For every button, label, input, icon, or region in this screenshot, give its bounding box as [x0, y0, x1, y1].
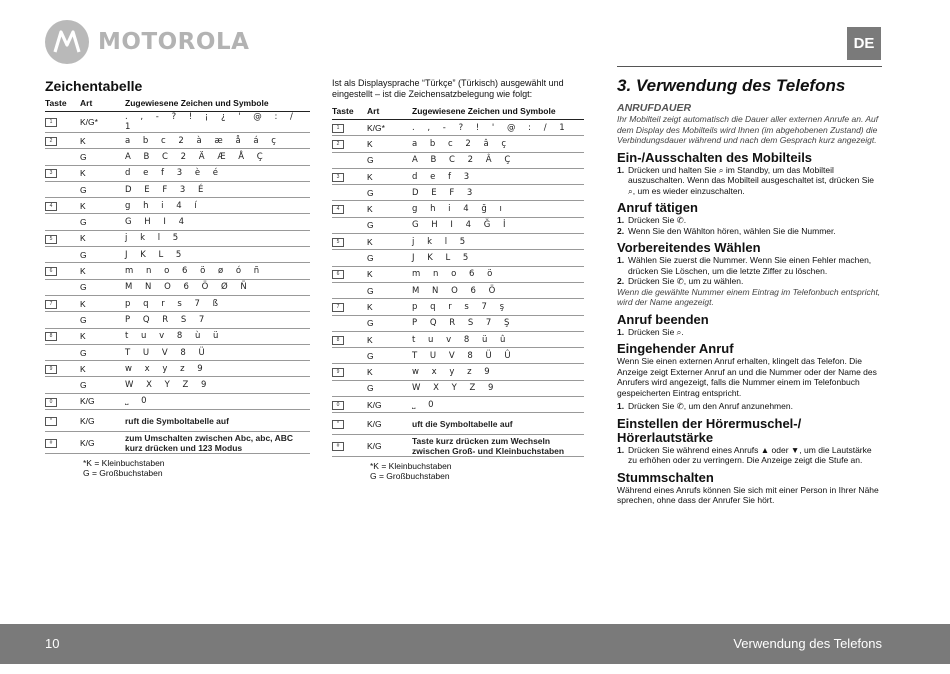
- table-row: [332, 397, 584, 413]
- chars-cell: j k l 5: [125, 230, 310, 246]
- key-cell: [45, 393, 80, 409]
- key-cell: [45, 149, 80, 165]
- chars-cell: A B C 2 Ä Æ Å Ç: [125, 149, 310, 165]
- type-cell: K: [367, 299, 412, 315]
- type-cell: G: [80, 181, 125, 197]
- list-item: 1. Drücken und halten Sie ⌕ im Standby, um das Mobilteil auszuschalten. Wenn das Mobilteil ausgeschaltet ist, drücken Sie ⌕, um es wieder einzuschalten.: [617, 165, 882, 197]
- key-cell: [332, 201, 367, 217]
- key-cell: [332, 282, 367, 298]
- volume-title-line-1: Einstellen der Hörermuschel-/: [617, 415, 802, 431]
- motorola-logo-icon: [45, 20, 89, 64]
- type-cell: K: [367, 234, 412, 250]
- type-cell: G: [367, 250, 412, 266]
- table-row: [45, 181, 310, 197]
- key-icon: 6: [332, 270, 344, 279]
- type-cell: K/G*: [80, 112, 125, 133]
- chars-cell: J K L 5: [412, 250, 584, 266]
- table-row: [332, 185, 584, 201]
- table-row: [45, 344, 310, 360]
- key-icon: 3: [45, 169, 57, 178]
- table-row: [332, 120, 584, 136]
- make-call-step-1: Drücken Sie ✆.: [628, 215, 687, 225]
- predial-title: Vorbereitendes Wählen: [617, 240, 761, 255]
- key-cell: [45, 181, 80, 197]
- incoming-call-title: Eingehender Anruf: [617, 341, 734, 356]
- key-cell: [332, 250, 367, 266]
- character-table: [45, 96, 310, 454]
- table-row: [332, 217, 584, 233]
- key-cell: [332, 185, 367, 201]
- key-icon: 5: [45, 235, 57, 244]
- key-icon: 0: [45, 398, 57, 407]
- predial-note: Wenn die gewählte Nummer einem Eintrag im Telefonbuch entspricht, wird der Name angezeigt.: [617, 286, 881, 307]
- volume-title: [617, 417, 882, 445]
- list-item: 1. Drücken Sie ⌕.: [617, 326, 684, 337]
- table-row: [45, 165, 310, 181]
- table-row: [332, 299, 584, 315]
- make-call-step-2: Wenn Sie den Wählton hören, wählen Sie die Nummer.: [628, 225, 836, 236]
- predial-step-2: Drücken Sie ✆, um zu wählen.: [628, 276, 744, 286]
- key-cell: [332, 266, 367, 282]
- chars-cell: W X Y Z 9: [412, 380, 584, 396]
- table-row: [332, 201, 584, 217]
- type-cell: G: [80, 214, 125, 230]
- end-call-title: Anruf beenden: [617, 311, 709, 327]
- type-cell: K: [367, 201, 412, 217]
- table-row: [45, 214, 310, 230]
- key-icon: 9: [332, 368, 344, 377]
- column-header-chars: Zugewiesene Zeichen und Symbole: [125, 96, 310, 112]
- mute-title: Stummschalten: [617, 469, 714, 485]
- key-icon: 6: [45, 267, 57, 276]
- list-item: 2. Wenn Sie den Wählton hören, wählen Sie die Nummer.: [617, 225, 836, 236]
- key-icon: 7: [45, 300, 57, 309]
- page-footer: [0, 624, 950, 664]
- type-cell: K/G: [367, 397, 412, 413]
- type-cell: K/G: [80, 410, 125, 432]
- type-cell: K: [80, 328, 125, 344]
- table-row: [45, 230, 310, 246]
- turkish-intro: Ist als Displaysprache “Türkçe” (Türkisch) ausgewählt und eingestellt – ist die Zeichensatzbelegung wie folgt:: [332, 78, 564, 99]
- key-icon: 1: [332, 124, 344, 133]
- chars-cell: ⎵ 0: [125, 393, 310, 409]
- key-cell: [332, 364, 367, 380]
- type-cell: K: [367, 364, 412, 380]
- call-duration-text: Ihr Mobilteil zeigt automatisch die Dauer aller externen Anrufe an. Auf dem Display des Mobilteils wird Ihnen (im abgehobenen Zustand) die Verbindungsdauer während und nach dem Gesprach kurz angezeigt.: [617, 114, 879, 145]
- chars-cell: M N O 6 Ö: [412, 282, 584, 298]
- key-cell: [45, 279, 80, 295]
- type-cell: G: [80, 149, 125, 165]
- chars-cell: P Q R S 7 Ş: [412, 315, 584, 331]
- key-cell: [45, 112, 80, 133]
- key-icon: 9: [45, 365, 57, 374]
- key-icon: *: [45, 417, 57, 426]
- character-table-title: Zeichentabelle: [45, 78, 143, 94]
- type-cell: G: [80, 344, 125, 360]
- type-cell: G: [80, 247, 125, 263]
- table-row: [45, 133, 310, 149]
- power-title: Ein-/Ausschalten des Mobilteils: [617, 149, 813, 165]
- chars-cell: m n o 6 ö ø ó ñ: [125, 263, 310, 279]
- table-row: [45, 361, 310, 377]
- type-cell: K: [80, 295, 125, 311]
- section-title: 3. Verwendung des Telefons: [617, 76, 846, 95]
- table-row: [45, 279, 310, 295]
- table-row: [332, 331, 584, 347]
- chars-cell: j k l 5: [412, 234, 584, 250]
- key-cell: [332, 331, 367, 347]
- chars-cell: . , - ? ! ' @ : / 1: [412, 120, 584, 136]
- table-row: [332, 348, 584, 364]
- incoming-call-text: Wenn Sie einen externen Anruf erhalten, klingelt das Telefon. Die Anzeige zeigt Externer Anruf an und die Nummer oder der Name des Anrufers wird angezeigt, falls die Nummer einem im Telefonbuch gespeicherten Eintrag entspricht.: [617, 356, 877, 398]
- chars-cell: T U V 8 Ü Û: [412, 348, 584, 364]
- key-icon: 8: [45, 332, 57, 341]
- key-icon: 5: [332, 238, 344, 247]
- type-cell: K: [80, 361, 125, 377]
- chars-cell: G H I 4: [125, 214, 310, 230]
- table-row: [45, 295, 310, 311]
- key-icon: 2: [332, 140, 344, 149]
- header-divider: [617, 66, 882, 67]
- type-cell: K: [367, 331, 412, 347]
- type-cell: G: [367, 185, 412, 201]
- column-header-key: Taste: [45, 96, 80, 112]
- key-cell: [45, 361, 80, 377]
- type-cell: K: [80, 263, 125, 279]
- column-header-key: Taste: [332, 104, 367, 120]
- footnote-uppercase: G = Großbuchstaben: [83, 468, 163, 479]
- table-row: [332, 413, 584, 435]
- table-row: [45, 393, 310, 409]
- type-cell: K/G: [367, 435, 412, 457]
- type-cell: K: [367, 168, 412, 184]
- column-header-type: Art: [367, 104, 412, 120]
- volume-title-line-2: Hörerlautstärke: [617, 429, 714, 445]
- table-footnote: [332, 461, 584, 481]
- chars-cell: a b c 2 â ç: [412, 136, 584, 152]
- power-step-1: Drücken und halten Sie ⌕ im Standby, um das Mobilteil auszuschalten. Wenn das Mobilteil ausgeschaltet ist, drücken Sie ⌕, um es wieder einzuschalten.: [628, 164, 875, 196]
- list-item: 1. Drücken Sie ✆, um den Anruf anzunehmen.: [617, 401, 793, 411]
- predial-step-1: Wählen Sie zuerst die Nummer. Wenn Sie einen Fehler machen, drücken Sie Löschen, um die letzte Ziffer zu löschen.: [628, 255, 872, 276]
- key-cell: [45, 198, 80, 214]
- chars-cell: J K L 5: [125, 247, 310, 263]
- type-cell: K: [367, 136, 412, 152]
- key-cell: [332, 234, 367, 250]
- end-call-step-1: Drücken Sie ⌕.: [628, 326, 684, 337]
- key-cell: [45, 432, 80, 454]
- type-cell: G: [367, 282, 412, 298]
- chars-cell: d e f 3 è é: [125, 165, 310, 181]
- footnote-lowercase: *K = Kleinbuchstaben: [83, 458, 165, 469]
- table-row: [332, 266, 584, 282]
- key-cell: [45, 133, 80, 149]
- type-cell: K: [367, 266, 412, 282]
- type-cell: G: [367, 217, 412, 233]
- table-row: [332, 152, 584, 168]
- type-cell: K: [80, 198, 125, 214]
- key-cell: [332, 120, 367, 136]
- type-cell: K: [80, 165, 125, 181]
- using-phone-section: [617, 76, 882, 506]
- key-icon: #: [332, 442, 344, 451]
- list-item: 1. Wählen Sie zuerst die Nummer. Wenn Sie einen Fehler machen, drücken Sie Löschen, um die letzte Ziffer zu löschen.: [617, 255, 882, 276]
- page-header: [0, 0, 950, 74]
- key-cell: [45, 165, 80, 181]
- type-cell: K/G: [80, 393, 125, 409]
- type-cell: G: [80, 279, 125, 295]
- table-row: [45, 263, 310, 279]
- type-cell: K: [80, 133, 125, 149]
- table-row: [332, 435, 584, 457]
- chars-cell: P Q R S 7: [125, 312, 310, 328]
- key-cell: [332, 217, 367, 233]
- key-cell: [332, 299, 367, 315]
- type-cell: G: [367, 152, 412, 168]
- key-icon: *: [332, 420, 344, 429]
- chars-cell: p q r s 7 ß: [125, 295, 310, 311]
- table-row: [45, 149, 310, 165]
- key-icon: 7: [332, 303, 344, 312]
- type-cell: K: [80, 230, 125, 246]
- chars-cell: A B C 2 Â Ç: [412, 152, 584, 168]
- key-icon: 1: [45, 118, 57, 127]
- table-row: [332, 136, 584, 152]
- chars-cell: w x y z 9: [412, 364, 584, 380]
- chars-cell: uft die Symboltabelle auf: [412, 413, 584, 435]
- table-row: [45, 432, 310, 454]
- chars-cell: D E F 3: [412, 185, 584, 201]
- list-item: 2. Drücken Sie ✆, um zu wählen.: [617, 276, 744, 286]
- mute-text: Während eines Anrufs können Sie sich mit einer Person in Ihrer Nähe sprechen, ohne dass der Anrufer Sie hört.: [617, 484, 879, 505]
- key-icon: #: [45, 439, 57, 448]
- table-row: [45, 377, 310, 393]
- table-footnote: [45, 458, 310, 478]
- table-row: [332, 364, 584, 380]
- table-row: [45, 112, 310, 133]
- key-cell: [332, 152, 367, 168]
- chars-cell: T U V 8 Ü: [125, 344, 310, 360]
- key-cell: [332, 435, 367, 457]
- column-header-type: Art: [80, 96, 125, 112]
- key-cell: [332, 168, 367, 184]
- chars-cell: G H I 4 Ğ İ: [412, 217, 584, 233]
- character-table-section: [45, 78, 310, 478]
- key-cell: [45, 263, 80, 279]
- key-cell: [332, 315, 367, 331]
- table-row: [332, 168, 584, 184]
- table-row: [45, 328, 310, 344]
- key-cell: [45, 214, 80, 230]
- table-row: [332, 250, 584, 266]
- table-row: [45, 410, 310, 432]
- list-item: 1. Drücken Sie während eines Anrufs ▲ oder ▼, um die Lautstärke zu erhöhen oder zu verringern. Die Anzeige zeigt die Stufe an.: [617, 445, 882, 466]
- key-cell: [45, 328, 80, 344]
- table-row: [45, 198, 310, 214]
- key-cell: [45, 377, 80, 393]
- footnote-uppercase: G = Großbuchstaben: [370, 471, 450, 482]
- call-duration-title: ANRUFDAUER: [617, 102, 692, 114]
- chars-cell: g h i 4 í: [125, 198, 310, 214]
- chars-cell: ⎵ 0: [412, 397, 584, 413]
- chars-cell: zum Umschalten zwischen Abc, abc, ABC kurz drücken und 123 Modus: [125, 432, 310, 454]
- key-cell: [45, 247, 80, 263]
- chars-cell: ruft die Symboltabelle auf: [125, 410, 310, 432]
- footnote-lowercase: *K = Kleinbuchstaben: [370, 461, 452, 472]
- type-cell: K/G*: [367, 120, 412, 136]
- key-icon: 4: [45, 202, 57, 211]
- key-cell: [332, 348, 367, 364]
- chars-cell: p q r s 7 ş: [412, 299, 584, 315]
- chars-cell: g h i 4 ğ ı: [412, 201, 584, 217]
- turkish-character-table: [332, 104, 584, 457]
- footer-title: Verwendung des Telefons: [733, 636, 882, 651]
- volume-step-1: Drücken Sie während eines Anrufs ▲ oder ▼, um die Lautstärke zu erhöhen oder zu verringern. Die Anzeige zeigt die Stufe an.: [628, 444, 872, 465]
- key-cell: [45, 230, 80, 246]
- table-row: [332, 315, 584, 331]
- language-badge: DE: [847, 27, 881, 60]
- chars-cell: d e f 3: [412, 168, 584, 184]
- table-row: [332, 282, 584, 298]
- list-item: 1. Drücken Sie ✆.: [617, 215, 687, 225]
- key-cell: [45, 312, 80, 328]
- incoming-call-step-1: Drücken Sie ✆, um den Anruf anzunehmen.: [628, 401, 793, 411]
- key-icon: 3: [332, 173, 344, 182]
- turkish-table-body: [332, 120, 584, 457]
- chars-cell: . , - ? ! ¡ ¿ ' @ : / 1: [125, 112, 310, 133]
- type-cell: G: [367, 348, 412, 364]
- key-cell: [45, 344, 80, 360]
- type-cell: K/G: [367, 413, 412, 435]
- type-cell: G: [80, 312, 125, 328]
- table-row: [332, 234, 584, 250]
- brand-name: MOTOROLA: [98, 29, 250, 55]
- column-header-chars: Zugewiesene Zeichen und Symbole: [412, 104, 584, 120]
- key-cell: [332, 136, 367, 152]
- key-icon: 8: [332, 336, 344, 345]
- key-icon: 2: [45, 137, 57, 146]
- chars-cell: a b c 2 à æ å á ç: [125, 133, 310, 149]
- type-cell: G: [80, 377, 125, 393]
- chars-cell: D E F 3 É: [125, 181, 310, 197]
- type-cell: G: [367, 380, 412, 396]
- make-call-title: Anruf tätigen: [617, 200, 698, 215]
- type-cell: G: [367, 315, 412, 331]
- table-row: [45, 312, 310, 328]
- character-table-body: [45, 112, 310, 454]
- key-icon: 4: [332, 205, 344, 214]
- chars-cell: t u v 8 ù ü: [125, 328, 310, 344]
- chars-cell: M N O 6 Ö Ø Ñ: [125, 279, 310, 295]
- key-cell: [332, 380, 367, 396]
- chars-cell: w x y z 9: [125, 361, 310, 377]
- chars-cell: Taste kurz drücken zum Wechseln zwischen Groß- und Kleinbuchstaben: [412, 435, 584, 457]
- turkish-table-section: [332, 78, 584, 481]
- chars-cell: t u v 8 ü û: [412, 331, 584, 347]
- key-icon: 0: [332, 401, 344, 410]
- key-cell: [332, 413, 367, 435]
- key-cell: [45, 410, 80, 432]
- table-row: [45, 247, 310, 263]
- page-number: 10: [45, 636, 60, 651]
- key-cell: [332, 397, 367, 413]
- table-row: [332, 380, 584, 396]
- type-cell: K/G: [80, 432, 125, 454]
- chars-cell: m n o 6 ö: [412, 266, 584, 282]
- key-cell: [45, 295, 80, 311]
- chars-cell: W X Y Z 9: [125, 377, 310, 393]
